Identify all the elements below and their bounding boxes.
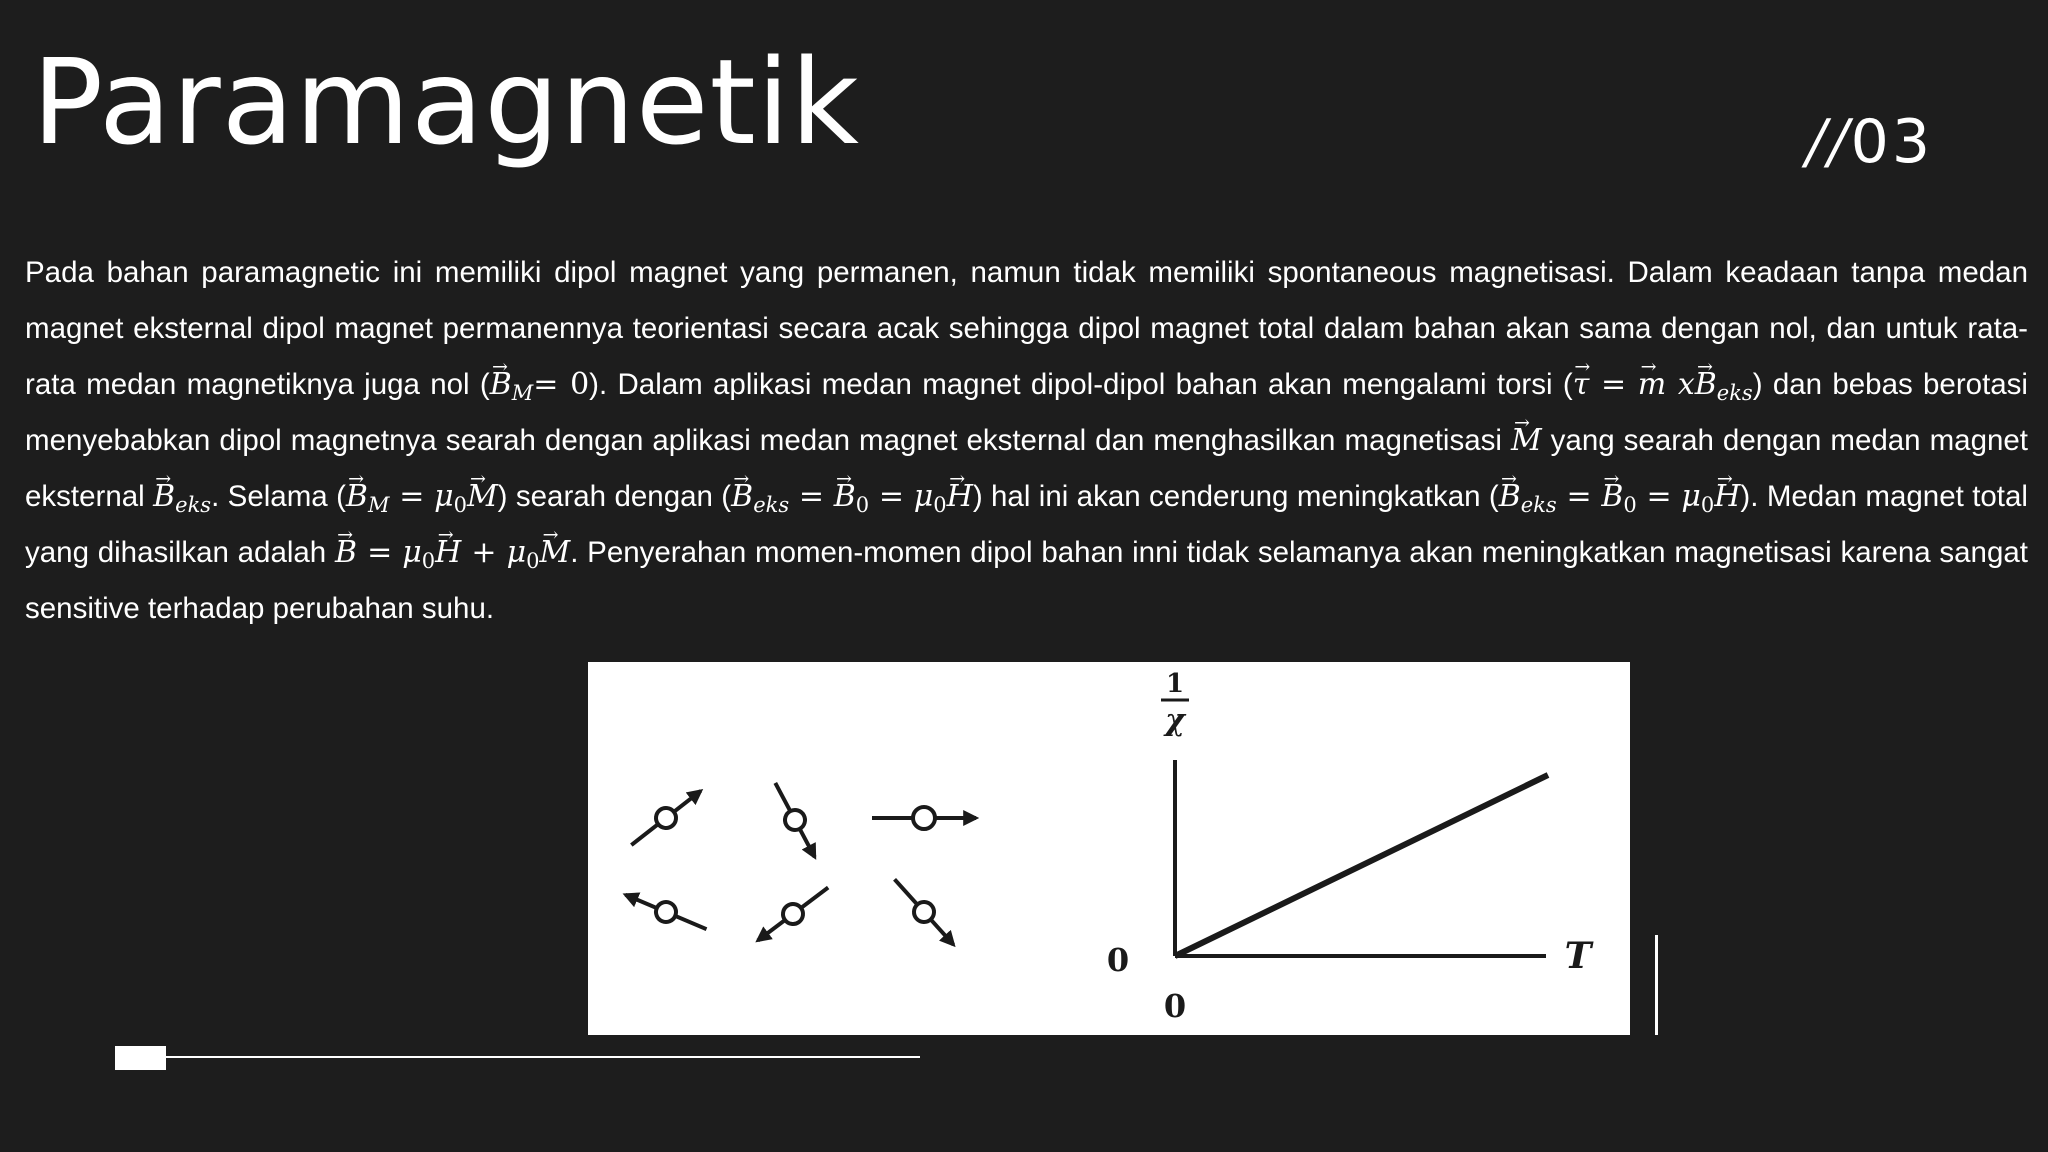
dipole-6 xyxy=(887,873,961,952)
horizontal-divider xyxy=(166,1056,920,1058)
paragraph-text: ) hal ini akan cenderung meningkatkan ( xyxy=(972,480,1499,513)
progress-block xyxy=(115,1046,166,1070)
x-axis-label: T xyxy=(1564,935,1592,977)
paragraph-text: . Selama ( xyxy=(211,480,346,513)
paragraph-text: yang searah dengan medan magnet eksternal xyxy=(25,424,2029,513)
paragraph-text: . Penyerahan momen-momen dipol bahan inni tidak selamanya akan meningkatkan magnetisasi karena sangat sensitive terhadap perubahan suhu. xyxy=(25,536,2028,625)
slide-number-prefix: // xyxy=(1806,107,1851,177)
origin-x-label: 0 xyxy=(1163,987,1187,1025)
formula-bm-mu-m: → $B_M = \mu_0\to M$ xyxy=(346,479,498,514)
y-axis-label-denominator: χ xyxy=(1165,703,1185,738)
vertical-divider xyxy=(1655,935,1658,1035)
body-paragraph xyxy=(25,245,2028,637)
paragraph-text: ) searah dengan ( xyxy=(497,480,732,513)
figure-svg xyxy=(588,662,1630,1035)
dipole-3 xyxy=(872,807,976,829)
dipole-5 xyxy=(752,880,834,949)
slide-number xyxy=(1806,107,1933,177)
formula-bm-zero: → $B_M= 0$ xyxy=(490,367,589,402)
formula-b-eks: → $B_{eks}$ xyxy=(153,479,211,514)
paragraph-text: ) dan bebas berotasi menyebabkan dipol magnetnya searah dengan aplikasi medan magnet eksternal dan menghasilkan magnetisasi xyxy=(25,368,2028,457)
formula-total-field: → $B = \mu_0\to H + \mu_0\to M$ xyxy=(335,535,570,570)
paramagnet-figure xyxy=(588,662,1630,1035)
slide-number-value: 03 xyxy=(1850,107,1933,177)
formula-beks-b0-mu-h-2: → $B_{eks}$ = → $B_0 = \mu_0\to H$ xyxy=(1499,479,1741,514)
formula-m-vector: → M xyxy=(1511,423,1542,458)
paragraph-text: Pada bahan paramagnetic ini memiliki dipol magnet yang permanen, namun tidak memiliki spontaneous magnetisasi. Dalam keadaan tanpa medan magnet eksternal dipol magnet permanennya teorientasi secara acak sehingga dipol magnet total dalam bahan akan sama dengan nol, dan untuk rata-rata medan magnetiknya juga nol ( xyxy=(25,256,2028,401)
y-axis-label-numerator: 1 xyxy=(1165,669,1185,699)
slide-title: Paramagnetik xyxy=(32,33,860,171)
dipole-2 xyxy=(766,778,823,862)
paragraph-text: ). Dalam aplikasi medan magnet dipol-dipol bahan akan mengalami torsi ( xyxy=(589,368,1573,401)
origin-y-label: 0 xyxy=(1106,941,1130,979)
paragraph-text: ). Medan magnet total yang dihasilkan adalah xyxy=(25,480,2028,569)
formula-torque: → τ = → m $x\to B_{eks}$ xyxy=(1573,367,1753,402)
formula-beks-b0-mu-h: → $B_{eks}$ = → $B_0 = \mu_0\to H$ xyxy=(731,479,973,514)
dipole-4 xyxy=(622,886,711,939)
dipole-1 xyxy=(625,783,707,853)
inverse-susceptibility-line xyxy=(1175,775,1548,956)
